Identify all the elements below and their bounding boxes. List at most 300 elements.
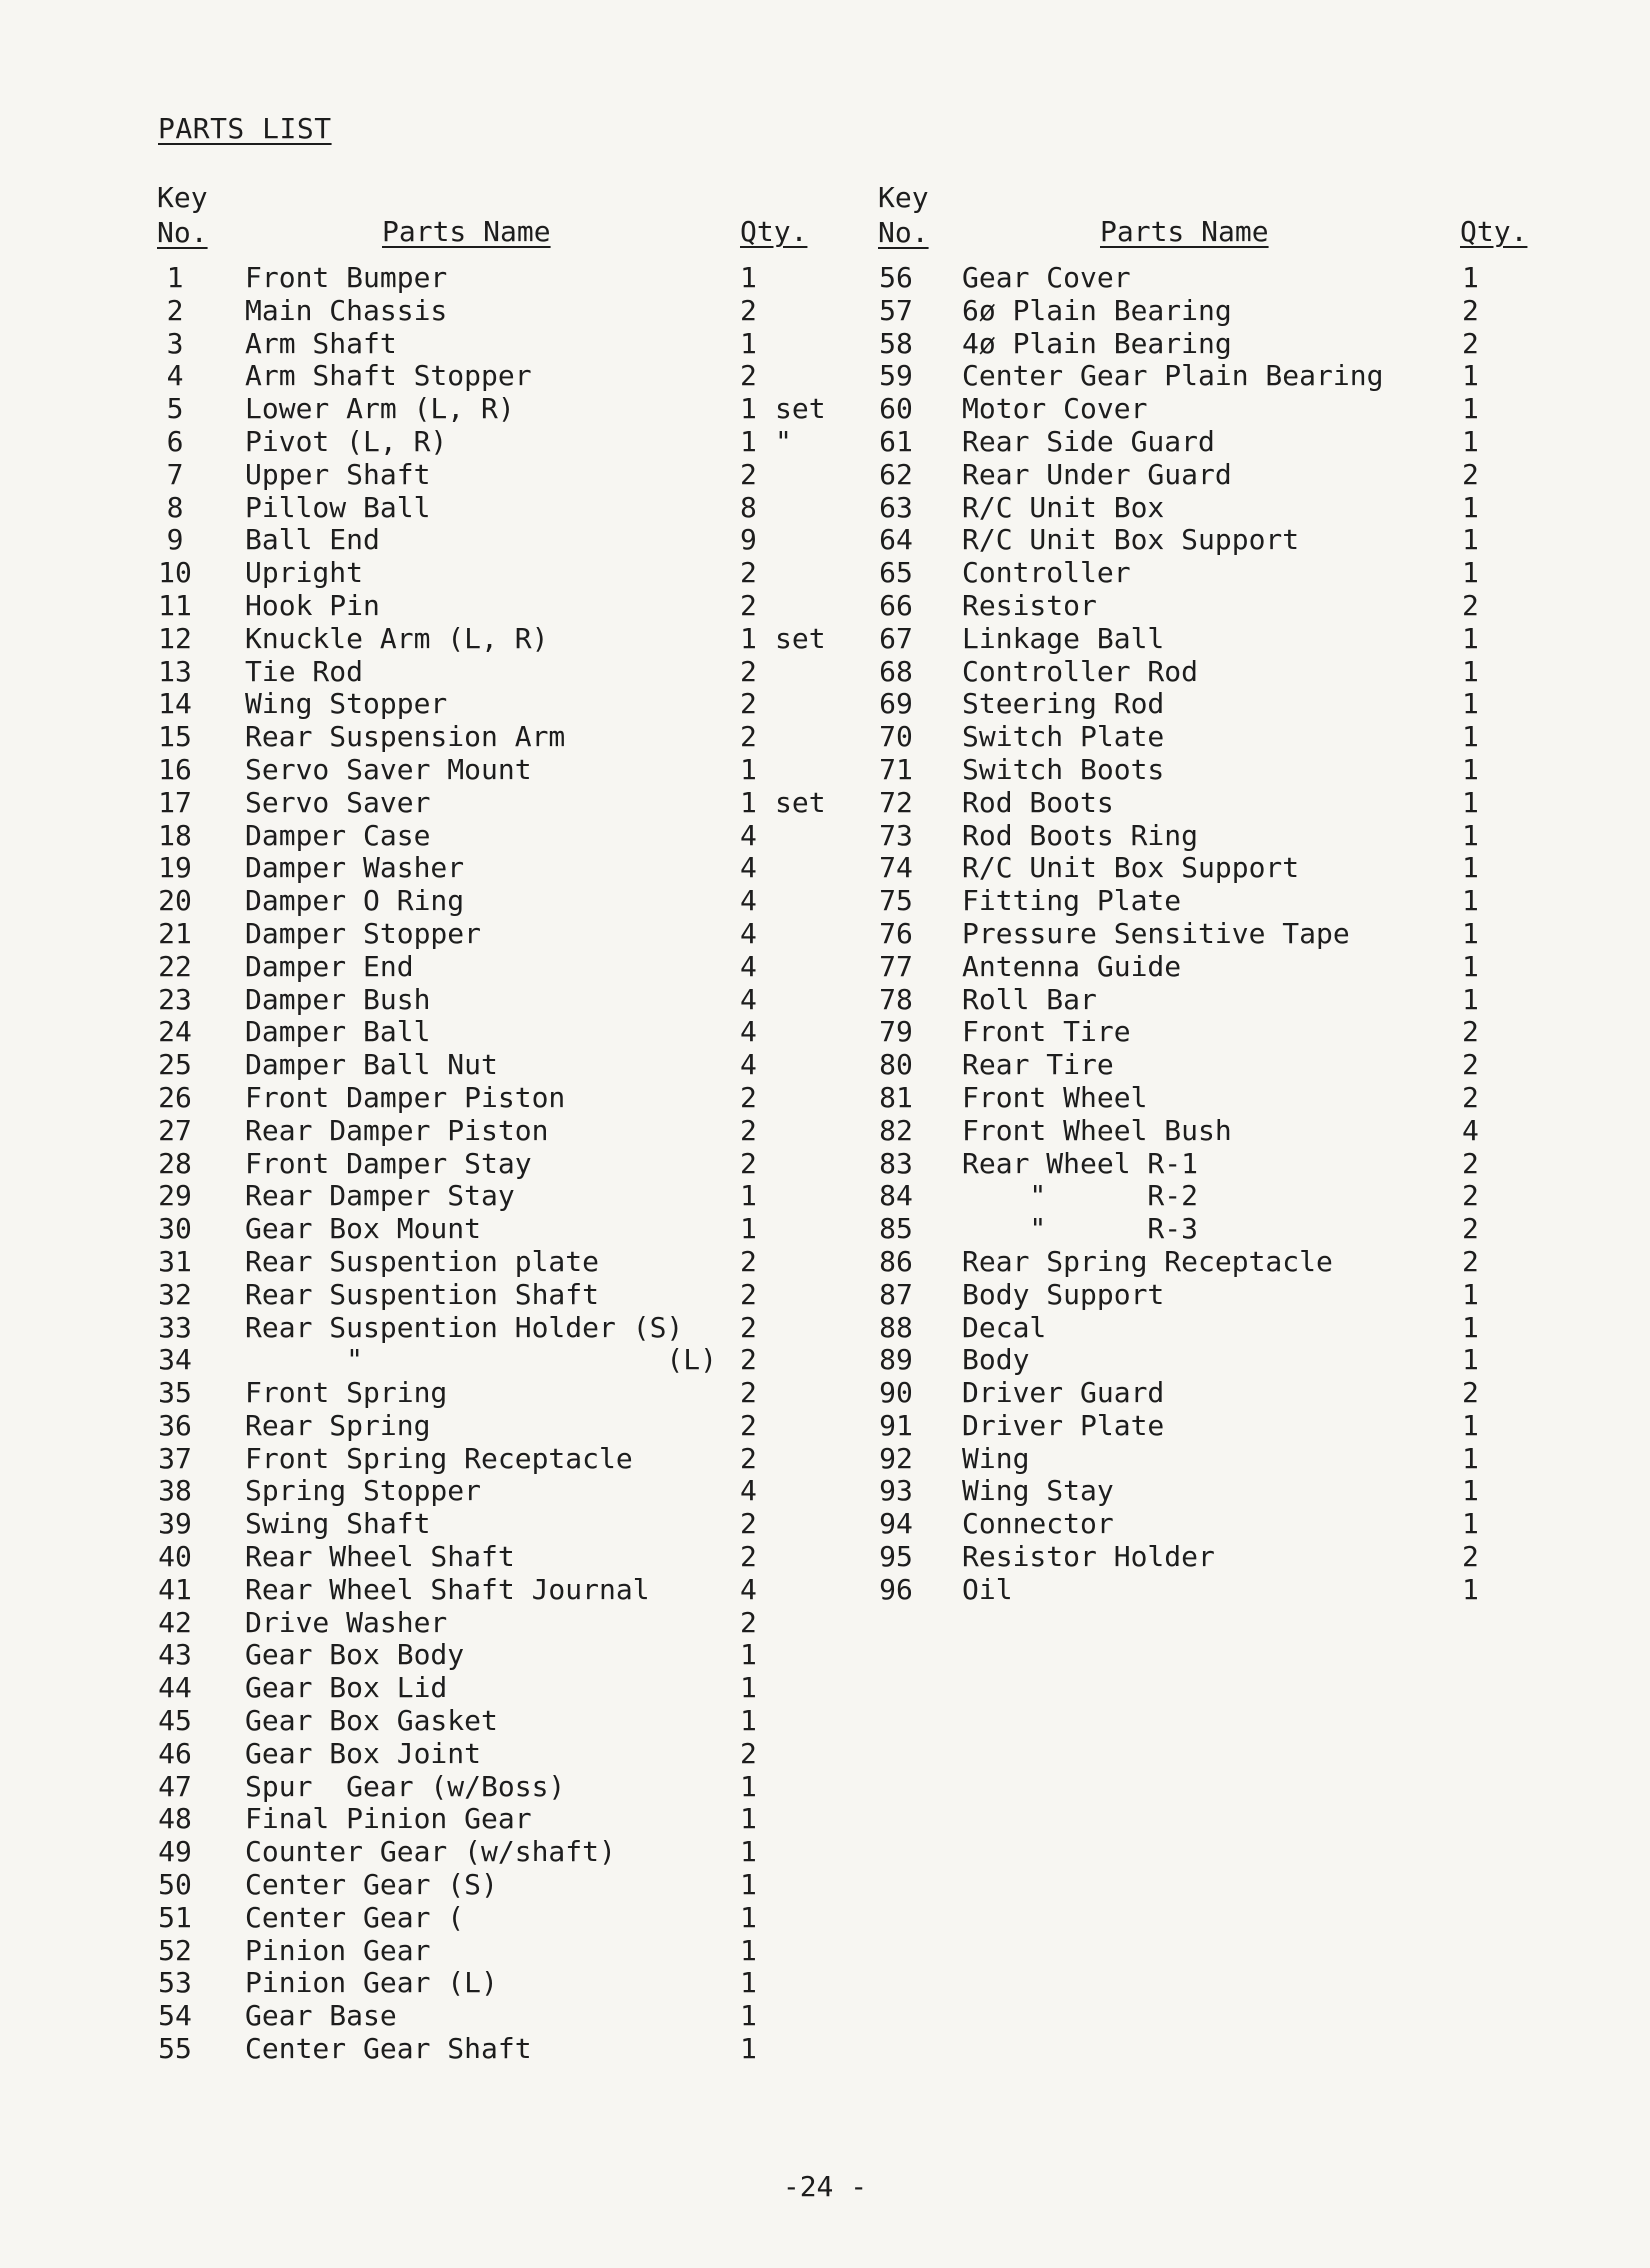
part-qty: 1	[740, 261, 757, 294]
parts-row	[155, 688, 875, 721]
key-number: 52	[158, 1933, 192, 1967]
key-number: 13	[158, 654, 192, 688]
key-number: 68	[879, 654, 913, 688]
parts-row	[155, 984, 875, 1017]
key-number: 9	[166, 523, 184, 557]
part-name: Final Pinion Gear	[245, 1802, 532, 1836]
part-name: Pinion Gear	[245, 1933, 431, 1967]
part-name: Linkage Ball	[962, 621, 1165, 655]
part-qty: 1	[740, 392, 757, 426]
key-number: 41	[158, 1572, 192, 1606]
part-qty: 1	[740, 621, 757, 655]
key-number: 81	[879, 1080, 913, 1114]
parts-row	[155, 1836, 875, 1869]
part-name: Front Spring	[245, 1376, 448, 1410]
part-name: R/C Unit Box Support	[962, 851, 1300, 885]
part-name: Pressure Sensitive Tape	[962, 916, 1350, 950]
part-qty: 1	[740, 1835, 757, 1869]
part-name: R/C Unit Box Support	[962, 523, 1300, 557]
part-qty: 1	[1462, 949, 1479, 983]
part-name: Front Wheel Bush	[962, 1113, 1232, 1147]
part-qty: 1	[1462, 752, 1479, 786]
parts-row	[876, 524, 1556, 557]
part-name: Switch Plate	[962, 720, 1165, 754]
parts-row	[876, 1016, 1556, 1049]
part-qty: 1	[740, 326, 757, 360]
part-qty: 1	[1462, 359, 1479, 393]
key-number: 42	[158, 1605, 192, 1639]
part-name: Rear Wheel R-1	[962, 1146, 1199, 1180]
key-number: 10	[158, 556, 192, 590]
qty-suffix: set	[775, 621, 826, 655]
part-qty: 2	[740, 720, 757, 754]
part-name: Damper Ball Nut	[245, 1048, 498, 1082]
key-number: 64	[879, 523, 913, 557]
parts-row	[155, 1672, 875, 1705]
parts-rows-right	[876, 262, 1556, 1607]
key-number: 36	[158, 1408, 192, 1442]
part-qty: 2	[1462, 457, 1479, 491]
key-number: 18	[158, 818, 192, 852]
part-name: Wing Stay	[962, 1474, 1114, 1508]
part-qty: 2	[740, 1540, 757, 1574]
parts-row	[155, 1410, 875, 1443]
part-qty: 2	[740, 1277, 757, 1311]
parts-row	[155, 1508, 875, 1541]
parts-row	[155, 656, 875, 689]
part-qty: 2	[740, 457, 757, 491]
column-header	[876, 180, 1556, 262]
part-qty: 9	[740, 523, 757, 557]
key-no-header: Key No.	[878, 181, 929, 249]
key-number: 95	[879, 1540, 913, 1574]
parts-row	[155, 1705, 875, 1738]
key-number: 15	[158, 720, 192, 754]
key-number: 33	[158, 1310, 192, 1344]
parts-row	[876, 1508, 1556, 1541]
part-name: Steering Rod	[962, 687, 1165, 721]
parts-row	[155, 787, 875, 820]
part-qty: 1	[1462, 1310, 1479, 1344]
part-qty: 4	[740, 884, 757, 918]
part-name: Wing	[962, 1441, 1030, 1475]
parts-row	[155, 1443, 875, 1476]
part-qty: 4	[740, 818, 757, 852]
part-qty: 1	[1462, 490, 1479, 524]
part-qty: 1	[740, 785, 757, 819]
part-name: Swing Shaft	[245, 1507, 431, 1541]
key-number: 79	[879, 1015, 913, 1049]
part-name: Rear Side Guard	[962, 424, 1215, 458]
part-qty: 2	[1462, 1212, 1479, 1246]
part-name: Spring Stopper	[245, 1474, 482, 1508]
part-name: Rod Boots Ring	[962, 818, 1199, 852]
parts-row	[155, 459, 875, 492]
key-number: 56	[879, 261, 913, 294]
key-number: 90	[879, 1376, 913, 1410]
part-name: " R-2	[962, 1179, 1199, 1213]
parts-row	[876, 787, 1556, 820]
parts-row	[876, 1574, 1556, 1607]
key-number: 12	[158, 621, 192, 655]
part-name: Main Chassis	[245, 293, 448, 327]
parts-row	[876, 688, 1556, 721]
key-number: 46	[158, 1736, 192, 1770]
parts-row	[155, 1279, 875, 1312]
key-number: 93	[879, 1474, 913, 1508]
part-qty: 1	[740, 2032, 757, 2066]
key-number: 65	[879, 556, 913, 590]
parts-row	[876, 885, 1556, 918]
part-name: Rear Spring	[245, 1408, 431, 1442]
part-qty: 2	[740, 1376, 757, 1410]
part-qty: 1	[740, 1769, 757, 1803]
parts-row	[155, 492, 875, 525]
key-number: 74	[879, 851, 913, 885]
part-qty: 2	[740, 1343, 757, 1377]
parts-rows-left	[155, 262, 875, 2066]
key-number: 77	[879, 949, 913, 983]
part-name: Body Support	[962, 1277, 1165, 1311]
part-name: Driver Plate	[962, 1408, 1165, 1442]
part-qty: 4	[740, 1015, 757, 1049]
parts-row	[155, 1902, 875, 1935]
part-name: Rear Wheel Shaft Journal	[245, 1572, 650, 1606]
part-name: Rear Suspention plate	[245, 1244, 600, 1278]
part-qty: 1	[740, 1638, 757, 1672]
part-qty: 2	[740, 1113, 757, 1147]
parts-row	[155, 295, 875, 328]
part-name: Knuckle Arm (L, R)	[245, 621, 549, 655]
part-qty: 1	[740, 752, 757, 786]
page-number: -24 -	[782, 2170, 868, 2203]
part-qty: 1	[1462, 1572, 1479, 1606]
part-qty: 2	[740, 1507, 757, 1541]
qty-suffix: set	[775, 392, 826, 426]
part-name: Wing Stopper	[245, 687, 448, 721]
part-qty: 1	[740, 1868, 757, 1902]
part-name: Servo Saver Mount	[245, 752, 532, 786]
parts-row	[876, 1082, 1556, 1115]
parts-row	[155, 721, 875, 754]
part-name: Front Damper Stay	[245, 1146, 532, 1180]
parts-row	[155, 1312, 875, 1345]
parts-row	[155, 2033, 875, 2066]
parts-row	[155, 885, 875, 918]
part-name: Center Gear Shaft	[245, 2032, 532, 2066]
key-number: 70	[879, 720, 913, 754]
qty-header: Qty.	[740, 215, 808, 248]
part-qty: 2	[1462, 326, 1479, 360]
parts-row	[155, 1049, 875, 1082]
parts-row	[876, 1312, 1556, 1345]
part-name: Rear Damper Stay	[245, 1179, 515, 1213]
part-name: Controller Rod	[962, 654, 1199, 688]
part-name: Gear Box Mount	[245, 1212, 482, 1246]
parts-row	[876, 393, 1556, 426]
parts-row	[155, 623, 875, 656]
part-name: Gear Box Lid	[245, 1671, 448, 1705]
part-name: 6ø Plain Bearing	[962, 293, 1232, 327]
part-name: Rear Damper Piston	[245, 1113, 549, 1147]
key-number: 40	[158, 1540, 192, 1574]
parts-row	[155, 1771, 875, 1804]
part-qty: 1	[740, 1802, 757, 1836]
parts-row	[876, 623, 1556, 656]
parts-row	[876, 557, 1556, 590]
key-number: 96	[879, 1572, 913, 1606]
key-number: 34	[158, 1343, 192, 1377]
page-title: PARTS LIST	[158, 112, 332, 145]
part-qty: 4	[740, 1048, 757, 1082]
parts-row	[876, 1049, 1556, 1082]
parts-row	[876, 656, 1556, 689]
part-name: Antenna Guide	[962, 949, 1182, 983]
part-qty: 1	[740, 1671, 757, 1705]
parts-row	[876, 721, 1556, 754]
part-qty: 2	[1462, 1015, 1479, 1049]
part-name: Rear Suspention Shaft	[245, 1277, 600, 1311]
part-name: R/C Unit Box	[962, 490, 1165, 524]
part-name: Lower Arm (L, R)	[245, 392, 515, 426]
part-qty: 4	[1462, 1113, 1479, 1147]
part-name: Arm Shaft Stopper	[245, 359, 532, 393]
key-number: 78	[879, 982, 913, 1016]
qty-suffix: "	[775, 424, 792, 458]
parts-row	[155, 1869, 875, 1902]
key-number: 51	[158, 1900, 192, 1934]
part-name: Rear Tire	[962, 1048, 1114, 1082]
part-qty: 1	[1462, 916, 1479, 950]
parts-row	[876, 426, 1556, 459]
key-number: 61	[879, 424, 913, 458]
key-number: 39	[158, 1507, 192, 1541]
parts-row	[155, 1016, 875, 1049]
part-qty: 1	[1462, 523, 1479, 557]
key-number: 37	[158, 1441, 192, 1475]
part-name: Gear Box Gasket	[245, 1704, 498, 1738]
part-qty: 2	[1462, 1244, 1479, 1278]
part-qty: 1	[1462, 1441, 1479, 1475]
part-name: Front Wheel	[962, 1080, 1148, 1114]
part-qty: 2	[1462, 1540, 1479, 1574]
part-qty: 1	[1462, 982, 1479, 1016]
part-name: Front Spring Receptacle	[245, 1441, 633, 1475]
key-number: 72	[879, 785, 913, 819]
key-number: 54	[158, 1999, 192, 2033]
part-qty: 2	[740, 1244, 757, 1278]
parts-row	[155, 820, 875, 853]
part-qty: 1	[1462, 1277, 1479, 1311]
parts-row	[876, 984, 1556, 1017]
qty-header: Qty.	[1460, 215, 1528, 248]
part-qty: 1	[1462, 1474, 1479, 1508]
key-number: 92	[879, 1441, 913, 1475]
part-name: Rod Boots	[962, 785, 1114, 819]
part-name: Center Gear Plain Bearing	[962, 359, 1384, 393]
parts-row	[155, 1115, 875, 1148]
part-name: Rear Under Guard	[962, 457, 1232, 491]
part-qty: 1	[1462, 884, 1479, 918]
part-qty: 1	[1462, 424, 1479, 458]
parts-row	[155, 262, 875, 295]
column-header	[155, 180, 875, 262]
part-name: Fitting Plate	[962, 884, 1182, 918]
parts-row	[876, 1541, 1556, 1574]
key-number: 82	[879, 1113, 913, 1147]
part-qty: 1	[1462, 1408, 1479, 1442]
parts-column-right	[876, 180, 1556, 1607]
parts-row	[876, 918, 1556, 951]
part-qty: 2	[740, 1310, 757, 1344]
part-name: Gear Box Body	[245, 1638, 465, 1672]
part-qty: 2	[740, 1605, 757, 1639]
parts-row	[876, 295, 1556, 328]
parts-row	[876, 852, 1556, 885]
parts-row	[155, 1935, 875, 1968]
key-number: 73	[879, 818, 913, 852]
parts-row	[155, 1475, 875, 1508]
part-name: Rear Suspention Holder (S)	[245, 1310, 684, 1344]
key-no-header: Key No.	[157, 181, 208, 249]
part-qty: 8	[740, 490, 757, 524]
part-qty: 1	[1462, 392, 1479, 426]
part-name: Damper Case	[245, 818, 431, 852]
parts-row	[155, 852, 875, 885]
parts-row	[155, 1082, 875, 1115]
parts-row	[876, 590, 1556, 623]
key-number: 86	[879, 1244, 913, 1278]
part-qty: 2	[740, 588, 757, 622]
part-qty: 2	[1462, 1146, 1479, 1180]
key-number: 60	[879, 392, 913, 426]
key-number: 62	[879, 457, 913, 491]
key-number: 21	[158, 916, 192, 950]
key-number: 59	[879, 359, 913, 393]
parts-row	[876, 459, 1556, 492]
key-number: 67	[879, 621, 913, 655]
key-number: 25	[158, 1048, 192, 1082]
part-qty: 2	[740, 1146, 757, 1180]
key-number: 1	[166, 261, 184, 294]
key-number: 50	[158, 1868, 192, 1902]
parts-row	[876, 328, 1556, 361]
parts-row	[876, 1475, 1556, 1508]
parts-row	[876, 1443, 1556, 1476]
part-qty: 2	[740, 687, 757, 721]
key-number: 76	[879, 916, 913, 950]
part-name: Upper Shaft	[245, 457, 431, 491]
parts-row	[876, 1344, 1556, 1377]
key-number: 87	[879, 1277, 913, 1311]
key-number: 43	[158, 1638, 192, 1672]
key-number: 2	[166, 293, 184, 327]
parts-row	[155, 754, 875, 787]
key-number: 38	[158, 1474, 192, 1508]
key-number: 66	[879, 588, 913, 622]
part-qty: 4	[740, 916, 757, 950]
key-number: 44	[158, 1671, 192, 1705]
key-number: 80	[879, 1048, 913, 1082]
key-number: 85	[879, 1212, 913, 1246]
key-number: 4	[166, 359, 184, 393]
key-number: 22	[158, 949, 192, 983]
parts-row	[155, 1213, 875, 1246]
part-name: Resistor Holder	[962, 1540, 1215, 1574]
part-name: Front Damper Piston	[245, 1080, 566, 1114]
key-number: 49	[158, 1835, 192, 1869]
parts-row	[155, 951, 875, 984]
part-qty: 2	[1462, 1179, 1479, 1213]
key-number: 14	[158, 687, 192, 721]
part-qty: 1	[1462, 1343, 1479, 1377]
part-name: Front Tire	[962, 1015, 1131, 1049]
key-number: 8	[166, 490, 184, 524]
parts-row	[155, 1246, 875, 1279]
part-qty: 1	[1462, 851, 1479, 885]
part-name: Roll Bar	[962, 982, 1097, 1016]
part-qty: 2	[1462, 588, 1479, 622]
key-number: 20	[158, 884, 192, 918]
part-name: Controller	[962, 556, 1131, 590]
key-number: 69	[879, 687, 913, 721]
key-number: 47	[158, 1769, 192, 1803]
key-number: 75	[879, 884, 913, 918]
part-name: Rear Spring Receptacle	[962, 1244, 1333, 1278]
part-qty: 1	[740, 424, 757, 458]
key-number: 11	[158, 588, 192, 622]
key-number: 63	[879, 490, 913, 524]
key-number: 48	[158, 1802, 192, 1836]
key-number: 84	[879, 1179, 913, 1213]
part-name: Connector	[962, 1507, 1114, 1541]
part-name: Spur Gear (w/Boss)	[245, 1769, 566, 1803]
part-qty: 2	[740, 1408, 757, 1442]
part-qty: 1	[740, 1900, 757, 1934]
key-number: 5	[166, 392, 184, 426]
key-number: 19	[158, 851, 192, 885]
parts-row	[876, 1410, 1556, 1443]
part-name: Center Gear (S)	[245, 1868, 498, 1902]
part-name: Rear Wheel Shaft	[245, 1540, 515, 1574]
parts-row	[876, 754, 1556, 787]
parts-row	[155, 360, 875, 393]
parts-row	[155, 1639, 875, 1672]
part-qty: 1	[1462, 261, 1479, 294]
key-number: 27	[158, 1113, 192, 1147]
part-name: Damper Bush	[245, 982, 431, 1016]
part-qty: 2	[740, 654, 757, 688]
part-qty: 2	[1462, 293, 1479, 327]
key-number: 91	[879, 1408, 913, 1442]
part-name: Counter Gear (w/shaft)	[245, 1835, 616, 1869]
key-number: 16	[158, 752, 192, 786]
part-name: Gear Cover	[962, 261, 1131, 294]
key-number: 31	[158, 1244, 192, 1278]
part-qty: 2	[1462, 1376, 1479, 1410]
key-number: 88	[879, 1310, 913, 1344]
part-name: Pivot (L, R)	[245, 424, 448, 458]
part-name: Front Bumper	[245, 261, 448, 294]
parts-row	[155, 918, 875, 951]
part-name: Damper O Ring	[245, 884, 465, 918]
part-qty: 4	[740, 1572, 757, 1606]
part-qty: 1	[1462, 1507, 1479, 1541]
part-qty: 1	[1462, 556, 1479, 590]
part-name: Gear Box Joint	[245, 1736, 482, 1770]
part-name: Tie Rod	[245, 654, 364, 688]
part-name: Damper End	[245, 949, 414, 983]
